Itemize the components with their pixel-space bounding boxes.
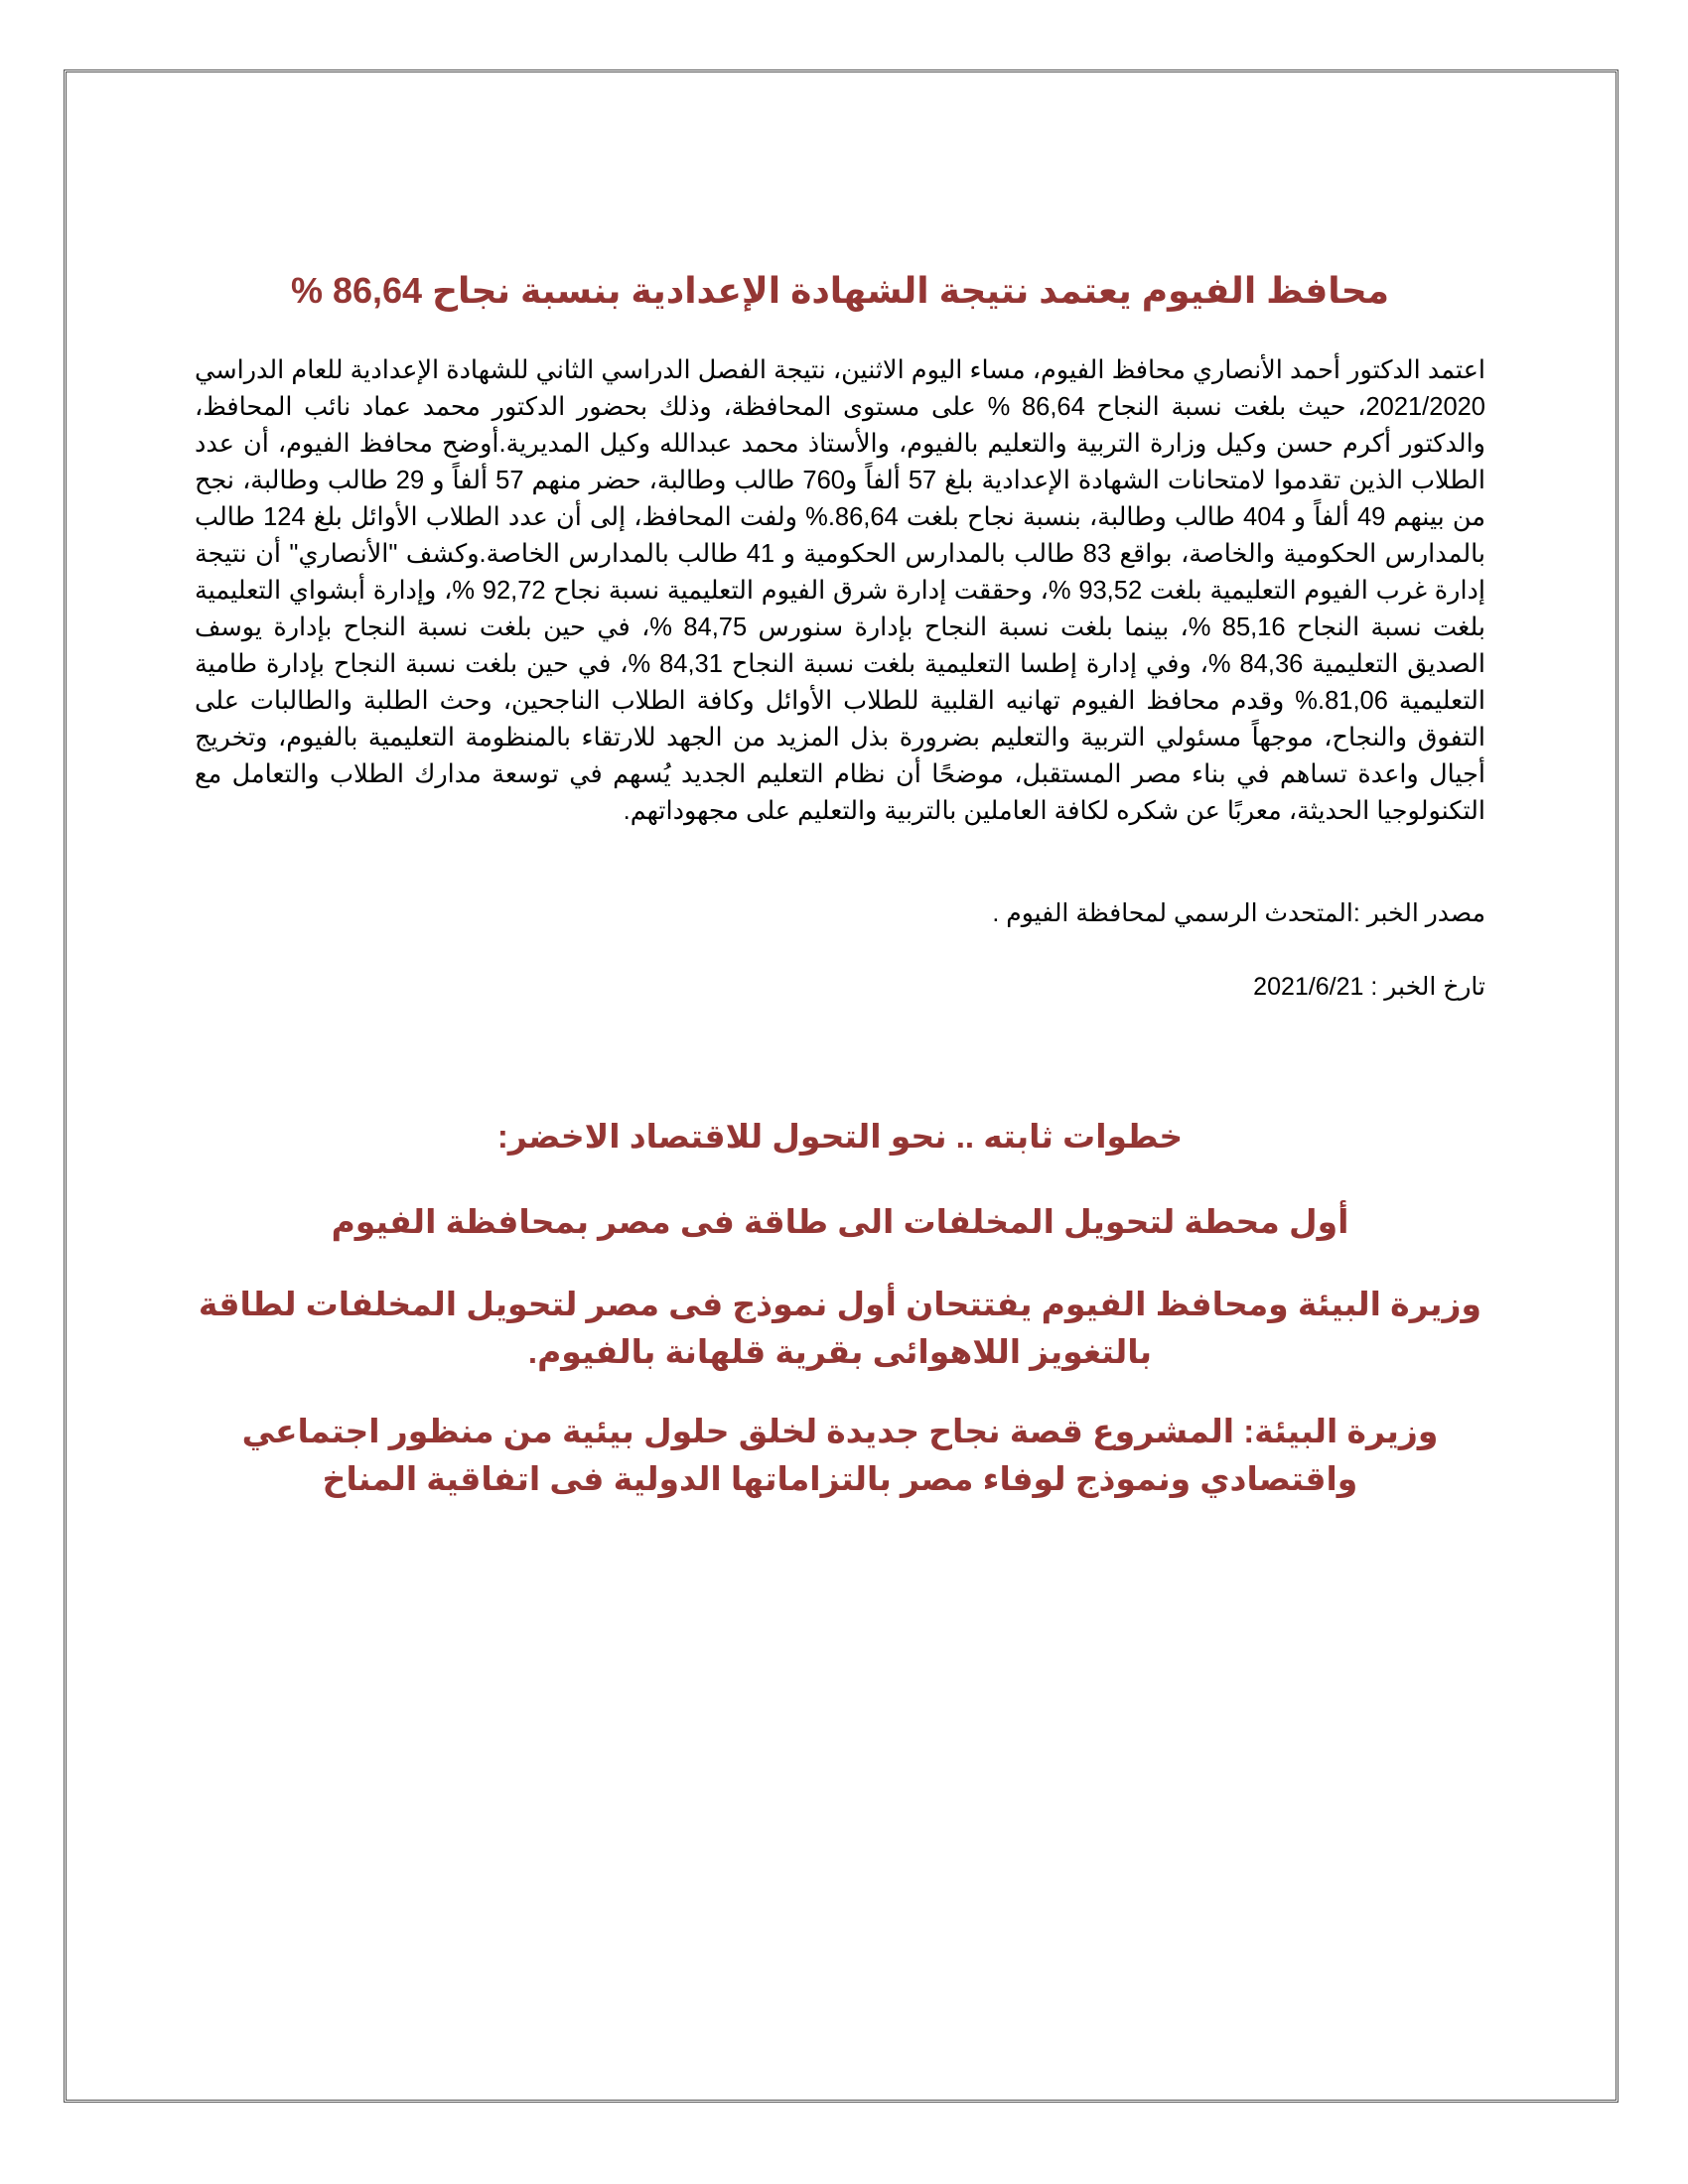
article-title: محافظ الفيوم يعتمد نتيجة الشهادة الإعدادية بنسبة نجاح 86,64 %: [290, 270, 1390, 311]
second-story-headline-4: وزيرة البيئة: المشروع قصة نجاح جديدة لخلق حلول بيئية من منظور اجتماعي واقتصادي ونموذج لوفاء مصر بالتزاماتها الدولية فى اتفاقية المناخ: [241, 1413, 1439, 1498]
document-content: [195, 268, 1485, 1503]
second-story-headline-3: وزيرة البيئة ومحافظ الفيوم يفتتحان أول نموذج فى مصر لتحويل المخلفات لطاقة بالتغويز اللاهوائى بقرية قلهانة بالفيوم.: [198, 1286, 1482, 1371]
article-body: اعتمد الدكتور أحمد الأنصاري محافظ الفيوم، مساء اليوم الاثنين، نتيجة الفصل الدراسي الثاني للشهادة الإعدادية للعام الدراسي 2021/2020، حيث بلغت نسبة النجاح 86,64 % على مستوى المحافظة، وذلك بحضور الدكتور محمد عماد نائب المحافظ، والدكتور أكرم حسن وكيل وزارة التربية والتعليم بالفيوم، والأستاذ محمد عبدالله وكيل المديرية.أوضح محافظ الفيوم، أن عدد الطلاب الذين تقدموا لامتحانات الشهادة الإعدادية بلغ 57 ألفاً و760 طالب وطالبة، حضر منهم 57 ألفاً و 29 طالب وطالبة، نجح من بينهم 49 ألفاً و 404 طالب وطالبة، بنسبة نجاح بلغت 86,64.% ولفت المحافظ، إلى أن عدد الطلاب الأوائل بلغ 124 طالب بالمدارس الحكومية والخاصة، بواقع 83 طالب بالمدارس الحكومية و 41 طالب بالمدارس الخاصة.وكشف "الأنصاري" أن نتيجة إدارة غرب الفيوم التعليمية بلغت 93,52 %، وحققت إدارة شرق الفيوم التعليمية نسبة نجاح 92,72 %، وإدارة أبشواي التعليمية بلغت نسبة النجاح 85,16 %، بينما بلغت نسبة النجاح بإدارة سنورس 84,75 %، في حين بلغت نسبة النجاح بإدارة يوسف الصديق التعليمية 84,36 %، وفي إدارة إطسا التعليمية بلغت نسبة النجاح 84,31 %، في حين بلغت نسبة النجاح بإدارة طامية التعليمية 81,06.% وقدم محافظ الفيوم تهانيه القلبية للطلاب الأوائل وكافة الطلاب الناجحين، وحث الطلبة والطالبات على التفوق والنجاح، موجهاً مسئولي التربية والتعليم بضرورة بذل المزيد من الجهد للارتقاء بالمنظومة التعليمية بالفيوم، وتخريج أجيال واعدة تساهم في بناء مصر المستقبل، موضحًا أن نظام التعليم الجديد يُسهم في توسعة مدارك الطلاب والتعامل مع التكنولوجيا الحديثة، معربًا عن شكره لكافة العاملين بالتربية والتعليم على مجهوداتهم.: [195, 355, 1485, 825]
article-source: مصدر الخبر :المتحدث الرسمي لمحافظة الفيوم .: [992, 898, 1485, 927]
second-story-headline-2: أول محطة لتحويل المخلفات الى طاقة فى مصر بمحافظة الفيوم: [331, 1202, 1349, 1240]
second-story-headline-1: خطوات ثابته .. نحو التحول للاقتصاد الاخضر:: [496, 1117, 1184, 1155]
article-date: تارخ الخبر : 2021/6/21: [1253, 973, 1485, 1002]
